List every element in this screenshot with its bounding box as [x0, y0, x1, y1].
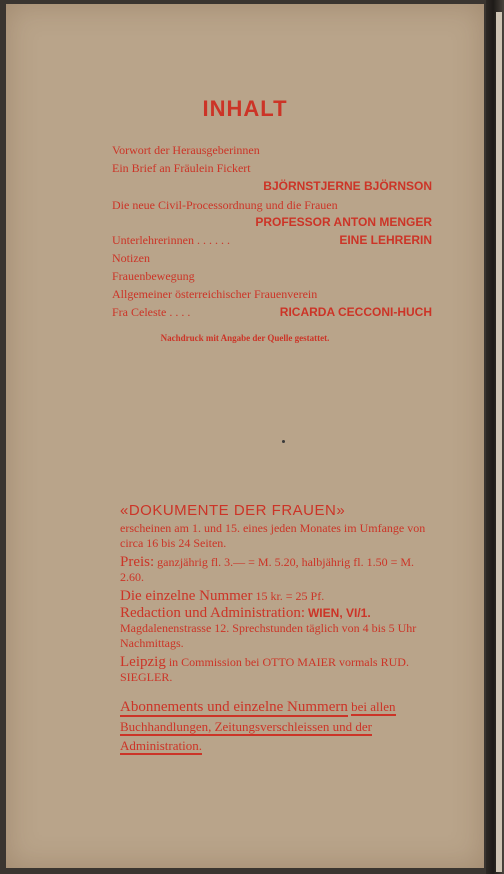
single-issue-price: 15 kr. = 25 Pf. — [255, 589, 325, 603]
toc-entry — [112, 178, 432, 194]
price-text: ganzjährig fl. 3.— = M. 5.20, halbjährig fl. 1.50 = M. 2.60. — [120, 555, 414, 584]
toc-entry — [112, 232, 432, 248]
publication-info — [120, 502, 436, 755]
toc-entry-title: Ein Brief an Fräulein Fickert — [112, 161, 251, 175]
toc-entry-author: PROFESSOR ANTON MENGER — [255, 215, 432, 229]
subscription-note — [120, 697, 436, 755]
toc-entry-title: Unterlehrerinnen . . . . . . — [112, 233, 230, 247]
toc-entry — [112, 142, 432, 158]
toc-entry-title: Frauenbewegung — [112, 269, 195, 283]
toc-entry-author: RICARDA CECCONI-HUCH — [279, 305, 432, 319]
redaction-label: Redaction und Administration: — [120, 605, 305, 621]
toc-entry-title: Notizen — [112, 251, 150, 265]
toc-entry — [112, 304, 432, 320]
page — [6, 4, 484, 868]
paper-speck — [282, 440, 285, 443]
leipzig-label: Leipzig — [120, 654, 166, 670]
redaction-address: Magdalenenstrasse 12. Sprechstunden täglich von 4 bis 5 Uhr Nachmittags. — [120, 621, 417, 650]
toc-entry — [112, 214, 432, 230]
subscription-label: Abonnements und einzelne Nummern — [120, 699, 348, 715]
page-title: INHALT — [202, 96, 288, 121]
next-page-edge — [496, 12, 502, 872]
price-label: Preis: — [120, 554, 155, 570]
redaction-city: WIEN, VI/1. — [307, 606, 371, 620]
toc-entry-title: Fra Celeste . . . . — [112, 305, 191, 319]
toc-entry — [112, 197, 432, 213]
leipzig-line — [120, 655, 436, 685]
publication-heading: «DOKUMENTE DER FRAUEN» — [120, 502, 346, 519]
reprint-note: Nachdruck mit Angabe der Quelle gestattet. — [160, 333, 330, 343]
single-issue-line — [120, 589, 436, 604]
toc-entry — [112, 250, 432, 266]
leipzig-text: in Commission bei OTTO MAIER vormals RUD. SIEGLER. — [120, 655, 409, 684]
toc-entry-author: BJÖRNSTJERNE BJÖRNSON — [263, 179, 432, 193]
toc-entry-author: EINE LEHRERIN — [339, 233, 432, 247]
toc-entry-title: Vorwort der Herausgeberinnen — [112, 143, 260, 157]
toc-entry — [112, 160, 432, 176]
subscription-text: bei allen Buchhandlungen, Zeitungsverschleissen und der Administration. — [120, 699, 396, 753]
toc-entry-title: Die neue Civil-Processordnung und die Frauen — [112, 198, 338, 212]
single-issue-label: Die einzelne Nummer — [120, 588, 253, 604]
redaction-line — [120, 606, 436, 621]
publication-schedule: erscheinen am 1. und 15. eines jeden Monates im Umfange von circa 16 bis 24 Seiten. — [120, 521, 426, 550]
price-line — [120, 555, 436, 585]
toc-entry — [112, 268, 432, 284]
toc-entry-title: Allgemeiner österreichischer Frauenverein — [112, 287, 318, 301]
toc-entry — [112, 286, 432, 302]
